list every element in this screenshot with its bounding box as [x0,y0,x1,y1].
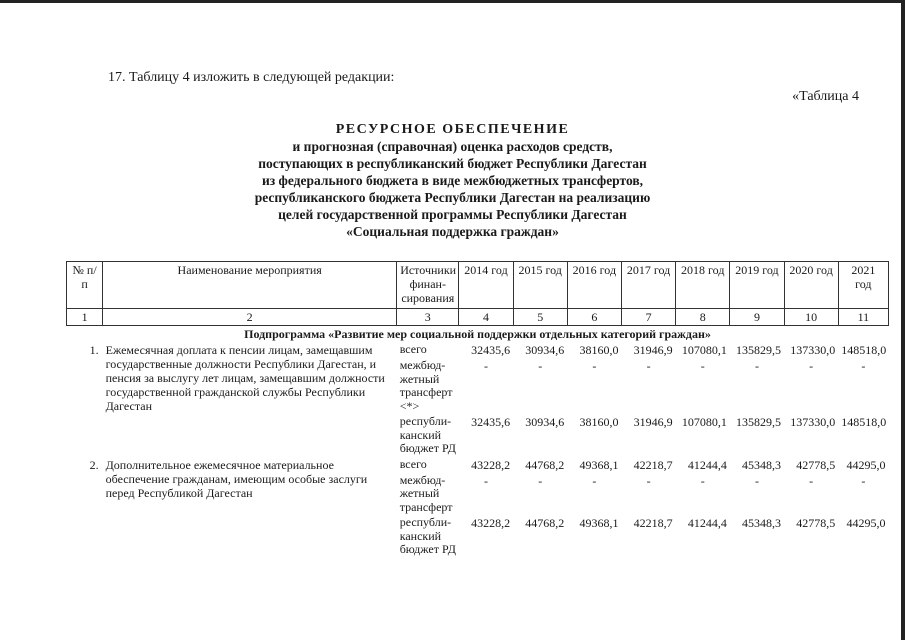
heading-line: целей государственной программы Республики Дагестан [278,207,627,222]
value-cell: - [809,359,814,373]
source-cell: республи- канский бюджет РД [399,414,456,455]
table-row [67,457,889,473]
value-cell: 30934,6 [525,343,565,357]
value-cell: 148518,0 [841,415,887,429]
value-cell: 31946,9 [633,415,673,429]
value-cell: 42218,7 [633,516,673,530]
item-number: 1. [89,343,99,357]
column-number: 4 [459,309,513,326]
header-num: № п/п [67,262,103,309]
source-cell: всего [399,342,427,356]
subprogram-row [67,326,889,343]
source-cell: межбюд- жетный трансферт <*> [399,358,453,413]
source-cell: межбюд- жетный трансферт [399,472,453,514]
heading-title: РЕСУРСНОЕ ОБЕСПЕЧЕНИЕ [335,122,570,137]
column-number: 10 [784,309,838,326]
value-cell: - [646,473,651,488]
value-cell: 30934,6 [525,415,565,429]
value-cell: - [592,473,597,488]
value-cell: 43228,2 [471,457,511,472]
value-cell: 42778,5 [796,516,836,530]
value-cell: - [861,359,866,373]
header-year: 2020 год [784,262,838,309]
value-cell: 135829,5 [736,415,782,429]
heading-line: и прогнозная (справочная) оценка расходов средств, [292,139,613,154]
value-cell: 137330,0 [790,415,836,429]
value-cell: 45348,3 [742,457,782,472]
value-cell: 148518,0 [841,343,887,357]
item-name: Ежемесячная доплата к пенсии лицам, замещавшим государственные должности Республики Дагестан, и пенсия за выслугу лет лицам, замещавшим должности государственной гражданской службы Республики Дагестан [105,343,385,413]
value-cell: 49368,1 [579,457,619,472]
value-cell: 44768,2 [525,457,565,472]
column-number: 2 [103,309,397,326]
value-cell: 107080,1 [681,343,727,357]
column-number-row [67,309,889,326]
column-number: 1 [67,309,103,326]
value-cell: - [700,359,705,373]
value-cell: - [700,473,705,488]
header-year: 2014 год [459,262,513,309]
value-cell: 32435,6 [471,415,511,429]
header-name: Наименование мероприятия [103,262,397,309]
column-number: 8 [676,309,730,326]
value-cell: 107080,1 [681,415,727,429]
value-cell: - [538,473,543,488]
header-year: 2019 год [730,262,784,309]
value-cell: 31946,9 [633,343,673,357]
heading-line: из федерального бюджета в виде межбюджетных трансфертов, [261,173,644,188]
value-cell: 38160,0 [579,343,619,357]
value-cell: 44295,0 [846,457,886,472]
document-heading [0,121,905,240]
value-cell: - [646,359,651,373]
value-cell: - [484,359,488,373]
value-cell: 32435,6 [471,343,511,357]
subprogram-title: Подпрограмма «Развитие мер социальной поддержки отдельных категорий граждан» [244,327,711,341]
value-cell: - [861,473,866,488]
header-year: 2016 год [567,262,621,309]
value-cell: 41244,4 [687,516,727,530]
header-year: 2015 год [513,262,567,309]
column-number: 3 [397,309,459,326]
value-cell: - [484,473,488,488]
header-year: 2021 год [838,262,888,309]
scan-border-top [0,0,905,3]
resource-table [66,261,889,558]
value-cell: 44768,2 [525,516,565,530]
item-name: Дополнительное ежемесячное материальное обеспечение гражданам, имеющим особые заслуги перед Республикой Дагестан [105,457,368,500]
value-cell: - [538,359,543,373]
intro-text: 17. Таблицу 4 изложить в следующей редакции: [108,70,395,85]
table-row [67,342,889,358]
scan-border-right [901,0,905,640]
value-cell: 135829,5 [736,343,782,357]
header-year: 2017 год [621,262,675,309]
item-number: 2. [89,457,99,472]
column-number: 9 [730,309,784,326]
source-cell: республи- канский бюджет РД [399,515,456,556]
source-cell: всего [399,456,427,471]
value-cell: - [592,359,597,373]
value-cell: - [754,359,759,373]
table-label: «Таблица 4 [792,89,859,104]
column-number: 7 [621,309,675,326]
value-cell: 45348,3 [742,516,782,530]
value-cell: - [809,473,814,488]
header-source: Источники финан- сирования [397,262,459,309]
value-cell: 44295,0 [846,516,886,530]
heading-line: республиканского бюджета Республики Дагестан на реализацию [254,190,651,205]
header-year: 2018 год [676,262,730,309]
value-cell: 137330,0 [790,343,836,357]
value-cell: 42218,7 [633,457,673,472]
value-cell: 42778,5 [796,457,836,472]
heading-line: поступающих в республиканский бюджет Республики Дагестан [258,156,647,171]
table-header-row [67,262,889,309]
column-number: 5 [513,309,567,326]
value-cell: 49368,1 [579,516,619,530]
column-number: 11 [838,309,888,326]
value-cell: 43228,2 [471,516,511,530]
value-cell: - [754,473,759,488]
heading-line: «Социальная поддержка граждан» [346,224,559,239]
column-number: 6 [567,309,621,326]
value-cell: 41244,4 [687,457,727,472]
value-cell: 38160,0 [579,415,619,429]
